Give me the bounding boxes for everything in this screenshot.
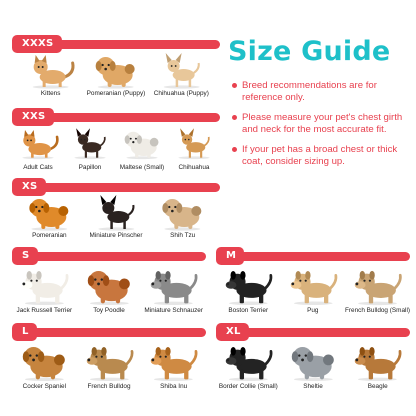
bullet-icon [232, 83, 237, 88]
dog-photo [83, 193, 150, 231]
size-tab-xs: XS [12, 178, 46, 196]
size-bar [12, 252, 206, 261]
breed-maltese-small [116, 123, 168, 172]
breed-label: Adult Cats [23, 164, 53, 171]
breed-label: Kittens [40, 90, 61, 97]
size-tab-xxxs: XXXS [12, 35, 62, 53]
breed-chihuahua-puppy [149, 51, 214, 98]
dog-photo [281, 340, 346, 382]
breed-cocker-spaniel [12, 340, 77, 391]
size-section-xxs [12, 113, 220, 173]
breed-label: French Bulldog (Small) [345, 307, 410, 314]
breed-border-collie-small [216, 340, 281, 391]
guide-notes [232, 80, 410, 176]
dog-photo [64, 123, 116, 163]
guide-note-text: If your pet has a broad chest or thick coat, consider sizing up. [242, 144, 398, 167]
breed-label: Maltese (Small) [119, 164, 165, 171]
breed-label: Chihuahua [178, 164, 210, 171]
breed-miniature-pinscher [83, 193, 150, 240]
dog-photo [77, 264, 142, 306]
size-tab-m: M [216, 247, 244, 265]
bullet-icon [232, 115, 237, 120]
breed-label: Miniature Schnauzer [144, 307, 203, 314]
breed-jack-russell-terrier [12, 264, 77, 315]
breed-label: Pomeranian [32, 232, 67, 239]
size-section-xs [12, 183, 220, 241]
guide-note-text: Please measure your pet's chest girth and neck for the most accurate fit. [242, 112, 403, 135]
cat-photo [18, 51, 83, 89]
breed-label: Boston Terrier [228, 307, 269, 314]
breed-adult-cats [12, 123, 64, 172]
breed-label: Beagle [367, 383, 388, 390]
breed-label: Pomeranian (Puppy) [86, 90, 146, 97]
breed-papillon [64, 123, 116, 172]
page-title: Size Guide [228, 36, 391, 67]
size-bar [216, 252, 410, 261]
dog-photo [16, 193, 83, 231]
size-section-s [12, 252, 206, 318]
breed-shih-tzu [149, 193, 216, 240]
breed-miniature-schnauzer [141, 264, 206, 315]
guide-note [232, 80, 410, 103]
dog-photo [141, 264, 206, 306]
size-section-xxxs [12, 40, 220, 103]
dog-photo [12, 264, 77, 306]
breed-label: Miniature Pinscher [89, 232, 143, 239]
breed-label: Shiba Inu [160, 383, 188, 390]
bullet-icon [232, 147, 237, 152]
cat-photo [12, 123, 64, 163]
breed-label: Toy Poodle [93, 307, 125, 314]
dog-photo [83, 51, 148, 89]
dog-photo [345, 264, 410, 306]
dog-photo [12, 340, 77, 382]
size-tab-xl: XL [216, 323, 249, 341]
breed-boston-terrier [216, 264, 281, 315]
breed-label: Chihuahua (Puppy) [153, 90, 209, 97]
breed-chihuahua [168, 123, 220, 172]
dog-photo [116, 123, 168, 163]
breed-sheltie [281, 340, 346, 391]
size-section-xl [216, 328, 410, 396]
size-section-l [12, 328, 206, 396]
dog-photo [149, 51, 214, 89]
dog-photo [77, 340, 142, 382]
breed-label: Border Collie (Small) [218, 383, 278, 390]
breed-pomeranian-puppy [83, 51, 148, 98]
size-tab-l: L [12, 323, 37, 341]
size-tab-s: S [12, 247, 38, 265]
size-section-m [216, 252, 410, 318]
guide-note [232, 144, 410, 167]
breed-label: Shih Tzu [170, 232, 196, 239]
breed-label: Papillon [78, 164, 102, 171]
breed-pomeranian [16, 193, 83, 240]
guide-note-text: Breed recommendations are for reference only. [242, 80, 377, 103]
breed-label: French Bulldog [87, 383, 131, 390]
guide-note [232, 112, 410, 135]
dog-photo [216, 340, 281, 382]
dog-photo [345, 340, 410, 382]
breed-label: Jack Russell Terrier [16, 307, 73, 314]
breed-toy-poodle [77, 264, 142, 315]
size-bar [12, 328, 206, 337]
breed-kittens [18, 51, 83, 98]
dog-photo [141, 340, 206, 382]
dog-photo [281, 264, 346, 306]
breed-label: Pug [307, 307, 319, 314]
breed-shiba-inu [141, 340, 206, 391]
breed-label: Sheltie [303, 383, 323, 390]
breed-french-bulldog-small [345, 264, 410, 315]
dog-photo [168, 123, 220, 163]
breed-french-bulldog [77, 340, 142, 391]
dog-photo [216, 264, 281, 306]
breed-label: Cocker Spaniel [22, 383, 66, 390]
size-tab-xxs: XXS [12, 108, 54, 126]
breed-beagle [345, 340, 410, 391]
dog-photo [149, 193, 216, 231]
breed-pug [281, 264, 346, 315]
